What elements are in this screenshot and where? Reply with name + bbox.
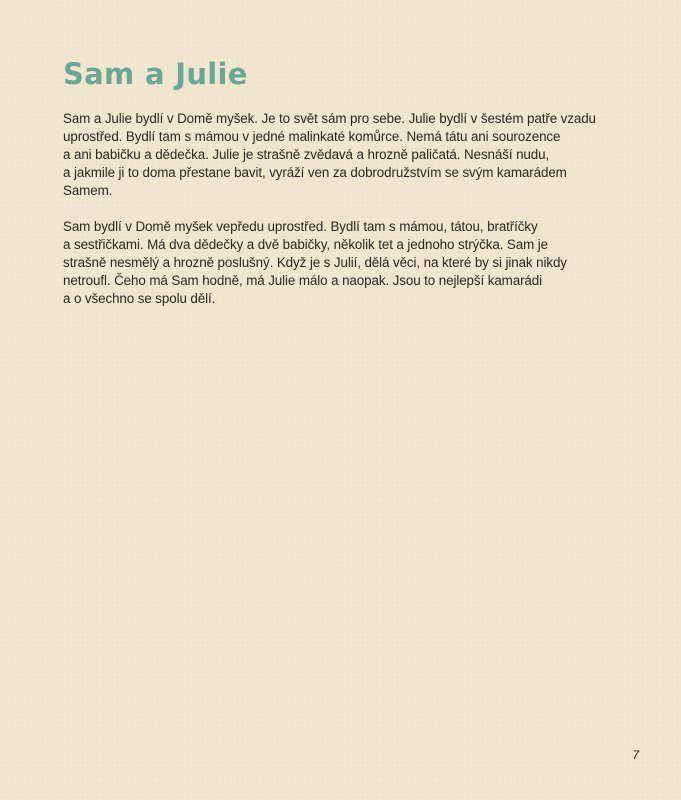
text-line: a o všechno se spolu dělí.: [63, 291, 216, 306]
text-line: netroufl. Čeho má Sam hodně, má Julie málo a naopak. Jsou to nejlepší kamarádi: [63, 273, 542, 288]
text-line: a sestřičkami. Má dva dědečky a dvě babičky, několik tet a jednoho strýčka. Sam je: [63, 237, 549, 252]
text-line: Sam a Julie bydlí v Domě myšek. Je to svět sám pro sebe. Julie bydlí v šestém patře vzadu: [63, 111, 596, 126]
text-line: strašně nesmělý a hrozně poslušný. Když je s Julií, dělá věci, na které by si jinak nikdy: [63, 255, 567, 270]
paragraph-1: [63, 110, 633, 200]
paragraph-2: [63, 218, 633, 308]
text-line: a jakmile ji to doma přestane bavit, vyráží ven za dobrodružstvím se svým kamarádem: [63, 165, 567, 180]
text-line: uprostřed. Bydlí tam s mámou v jedné malinkaté komůrce. Nemá tátu ani sourozence: [63, 129, 561, 144]
body-text: [63, 110, 633, 326]
page-number: 7: [632, 748, 639, 762]
text-line: a ani babičku a dědečka. Julie je strašně zvědavá a hrozně paličatá. Nesnáší nudu,: [63, 147, 550, 162]
chapter-title: Sam a Julie: [63, 57, 248, 91]
text-line: Samem.: [63, 183, 113, 198]
text-line: Sam bydlí v Domě myšek vepředu uprostřed. Bydlí tam s mámou, tátou, bratříčky: [63, 219, 538, 234]
